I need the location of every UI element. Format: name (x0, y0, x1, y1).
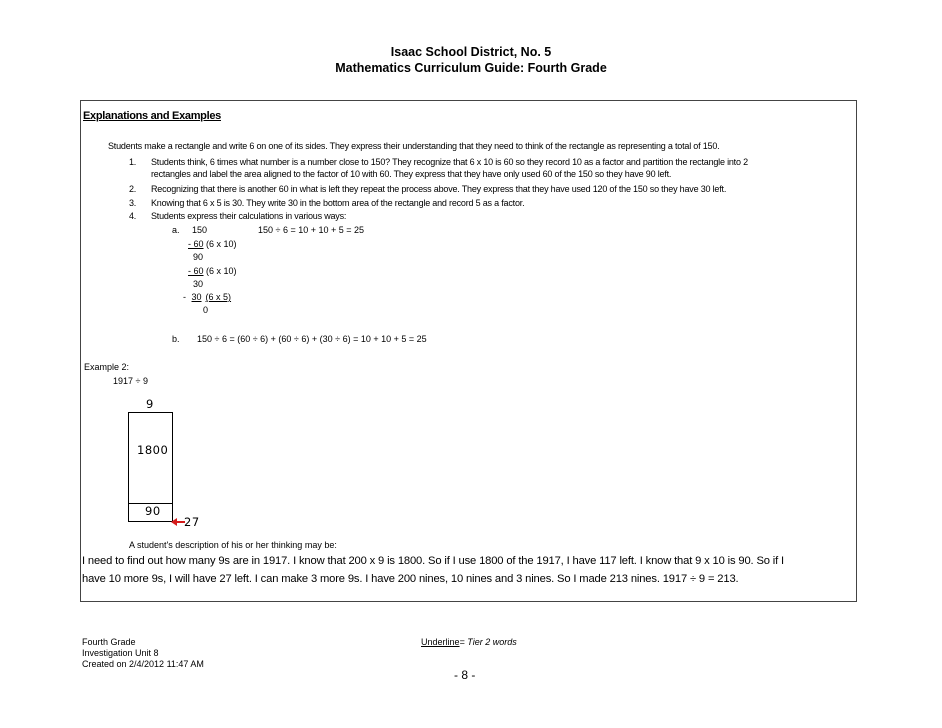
step-1-text-cont: rectangles and label the area aligned to the factor of 10 with 60. They express that they have only used 60 of the 150 so they have 90 left. (151, 169, 672, 179)
step-3-number: 3. (129, 198, 137, 208)
way-a-remainder-0: 0 (203, 305, 209, 315)
way-a-subtraction-3 (183, 292, 231, 302)
district-title: Isaac School District, No. 5 (390, 45, 552, 59)
way-a-remainder-30: 30 (193, 279, 204, 289)
area-model-factor: 9 (146, 397, 154, 411)
area-model-bottom-value: 90 (145, 504, 161, 518)
guide-title: Mathematics Curriculum Guide: Fourth Grade (335, 61, 607, 75)
step-1-number: 1. (129, 157, 137, 167)
way-a-label: a. (172, 225, 180, 235)
way-a-subtraction-1 (188, 239, 237, 249)
factor-note: (6 x 5) (205, 292, 232, 302)
way-b-equation: 150 ÷ 6 = (60 ÷ 6) + (60 ÷ 6) + (30 ÷ 6) = 10 + 10 + 5 = 25 (197, 334, 427, 344)
step-3-text: Knowing that 6 x 5 is 30. They write 30 in the bottom area of the rectangle and record 5 as a factor. (151, 198, 525, 208)
step-4-number: 4. (129, 211, 137, 221)
example-2-title: Example 2: (84, 362, 130, 372)
footer-grade: Fourth Grade (82, 637, 136, 647)
intro-text: Students make a rectangle and write 6 on one of its sides. They express their understanding that they need to think of the rectangle as representing a total of 150. (108, 141, 720, 151)
way-a-dividend: 150 (192, 225, 208, 235)
footer-legend (421, 637, 517, 647)
page-number: - 8 - (454, 668, 476, 682)
step-2-text: Recognizing that there is another 60 in what is left they repeat the process above. They express that they have used 120 of the 150 so they have 30 left. (151, 184, 727, 194)
factor-note: (6 x 10) (206, 239, 237, 249)
remainder-arrow-icon (171, 516, 185, 528)
tier-note: = Tier 2 words (459, 637, 517, 647)
factor-note: (6 x 10) (206, 266, 237, 276)
underline-label: Underline (421, 637, 460, 647)
remainder-value: 27 (184, 515, 200, 529)
description-line-1: I need to find out how many 9s are in 1917. I know that 200 x 9 is 1800. So if I use 1800 of the 1917, I have 117 left. I know that 9 x 10 is 90. So if I (82, 555, 785, 567)
footer-created: Created on 2/4/2012 11:47 AM (82, 659, 204, 669)
section-title: Explanations and Examples (83, 110, 221, 122)
example-2-problem: 1917 ÷ 9 (113, 376, 148, 386)
step-1-text: Students think, 6 times what number is a number close to 150? They recognize that 6 x 10 is 60 so they record 10 as a factor and partition the rectangle into 2 (151, 157, 748, 167)
step-4-text: Students express their calculations in various ways: (151, 211, 347, 221)
subtract-value: - 60 (188, 239, 204, 249)
step-2-number: 2. (129, 184, 137, 194)
area-model-top-rectangle (128, 412, 173, 504)
description-intro: A student's description of his or her thinking may be: (129, 540, 337, 550)
minus-sign: - (183, 292, 186, 302)
way-a-remainder-90: 90 (193, 252, 204, 262)
description-line-2: have 10 more 9s, I will have 27 left. I can make 3 more 9s. I have 200 nines, 10 nines and 3 nines. So I made 213 nines. 1917 ÷ 9 = 213. (82, 573, 739, 585)
way-b-label: b. (172, 334, 180, 344)
way-a-subtraction-2 (188, 266, 237, 276)
area-model-top-value: 1800 (137, 443, 169, 457)
way-a-equation: 150 ÷ 6 = 10 + 10 + 5 = 25 (258, 225, 365, 235)
footer-unit: Investigation Unit 8 (82, 648, 159, 658)
subtract-value: - 60 (188, 266, 204, 276)
subtract-value: 30 (191, 292, 202, 302)
